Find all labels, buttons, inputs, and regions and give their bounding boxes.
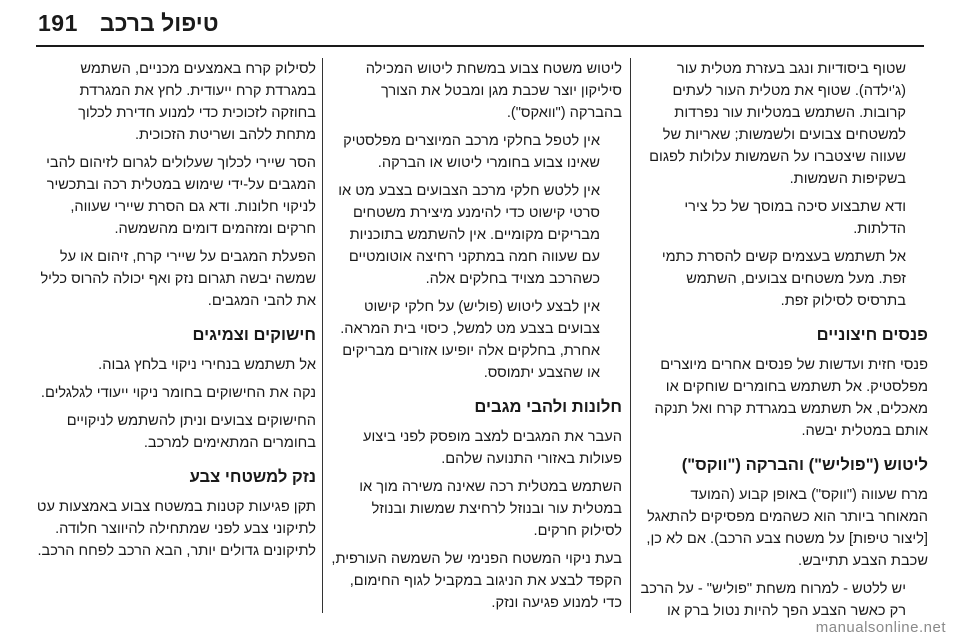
paragraph-plastic: אין לטפל בחלקי מרכב המיוצרים מפלסטיק שאינו צבוע בחומרי ליטוש או הברקה. <box>343 133 600 171</box>
heading-rims-tires: חישוקים וצמיגים <box>192 325 316 344</box>
paragraph-hinges: ודא שתבצוע סיכה במוסך של כל צירי הדלתות. <box>684 199 906 237</box>
column-right <box>638 58 928 618</box>
paragraph-polish: יש ללטש - למרוח משחת "פוליש" - על הרכב רק כאשר הצבע הפך להיות נטול ברק או <box>640 581 906 618</box>
paragraph-cloth: השתמש במטלית רכה שאינה משירה מוך או במטלית עור ובנוזל לרחיצת שמשות ובנוזל לסילוק חרקים. <box>359 479 622 539</box>
heading-paint-damage: נזק למשטחי צבע <box>189 467 316 486</box>
paragraph-wiper-damage: הפעלת המגבים על שיירי קרח, זיהום או על שמשה יבשה תגרום נזק ואף יכולה להרוס כליל את להבי המגבים. <box>40 249 316 309</box>
paragraph-ice-scraper: לסילוק קרח באמצעים מכניים, השתמש במגרדת קרח ייעודית. לחץ את המגרדת בחוזקה לזכוכית כדי למנוע חדירת לכלוך מתחת ללהב ושריטת הזכוכית. <box>78 61 316 143</box>
paragraph-rim-cleaner: נקה את החישוקים בחומר ניקוי ייעודי לגלגלים. <box>40 385 316 401</box>
paragraph-matte: אין ללטש חלקי מרכב הצבועים בצבע מט או סרטי קישוט כדי להימנע מיצירת משטחים מבריקים מקומיים. אין להשתמש בתוכניות עם שעווה חמה במתקני רחיצה אוטומטיים כשהרכב מצויד בחלקים אלה. <box>338 183 600 287</box>
heading-polish-wax: ליטוש ("פוליש") והברקה ("ווקס") <box>681 455 928 474</box>
paragraph-rear-window: בעת ניקוי המשטח הפנימי של השמשה העורפית, הקפד לבצע את הניגוב במקביל לגוף החימום, כדי למנוע פגיעה ונזק. <box>331 551 622 611</box>
paragraph-paint-repair: תקן פגיעות קטנות במשטח צבוע באמצעות עט לתיקוני צבע לפני שמתחילה להיווצר חלודה. לתיקונים גדולים יותר, הבא הרכב לפחח הרכב. <box>36 499 316 559</box>
paragraph-wiper-off: העבר את המגבים למצב מופסק לפני ביצוע פעולות באזורי התנועה שלהם. <box>362 429 622 467</box>
page-number: 191 <box>38 10 78 36</box>
page-header <box>0 0 960 48</box>
watermark-text: manualsonline.net <box>815 619 946 636</box>
heading-windows-wipers: חלונות ולהבי מגבים <box>474 397 622 416</box>
paragraph-wash: שטוף ביסודיות ונגב בעזרת מטלית עור (ג'ילדה). שטוף את מטלית העור לעתים קרובות. השתמש במטליות עור נפרדות למשטחים צבועים ולשמשות; שאריות של שעווה שיצטברו על השמשות עלולות לפגום בשקיפות השמשות. <box>649 61 906 187</box>
paragraph-lights: פנסי חזית ועדשות של פנסים אחרים מיוצרים מפלסטיק. אל תשתמש בחומרים שוחקים או מאכלים, אל תשתמש במגרדת קרח ואל תנקה אותם במטלית יבשה. <box>654 357 928 439</box>
column-left <box>36 58 316 618</box>
page-title: טיפול ברכב <box>100 10 219 36</box>
paragraph-rim-paint: החישוקים צבועים וניתן להשתמש לניקויים בחומרים המתאימים למרכב. <box>66 413 316 451</box>
paragraph-wax: מרח שעווה ("ווקס") באופן קבוע (המועד המאוחר ביותר הוא כשהמים מפסיקים להתאגל [ליצור טיפות] על משטח צבע הרכב). אם לא כן, שכבת הצבע תתייבש. <box>646 487 928 569</box>
paragraph-matte-trim: אין לבצע ליטוש (פוליש) על חלקי קישוט צבועים בצבע מט למשל, כיסוי בית המראה. אחרת, בחלקים אלה יופיעו אזורים מבריקים או שהצבע יתמוסס. <box>340 299 600 381</box>
paragraph-silicone: ליטוש משטח צבוע במשחת ליטוש המכילה סיליקון יוצר שכבת מגן ומבטל את הצורך בהברקה ("וואקס"). <box>365 61 622 121</box>
paragraph-pressure-wash: אל תשתמש בנחירי ניקוי בלחץ גבוה. <box>98 357 316 373</box>
column-divider-left <box>322 58 323 613</box>
header-rule <box>36 45 924 47</box>
paragraph-tar: אל תשתמש בעצמים קשים להסרת כתמי זפת. מעל משטחים צבועים, השתמש בתרסיס לסילוק זפת. <box>661 249 906 309</box>
heading-exterior-lights: פנסים חיצוניים <box>816 325 928 344</box>
paragraph-wiper-dirt: הסר שיירי לכלוך שעלולים לגרום לזיהום להבי המגבים על-ידי שימוש במטלית רכה ובתכשיר לניקוי חלונות. ודא גם הסרת שיירי שעווה, חרקים ומזהמים דומים מהשמשה. <box>46 155 316 237</box>
column-divider-right <box>630 58 631 613</box>
column-middle <box>330 58 622 618</box>
